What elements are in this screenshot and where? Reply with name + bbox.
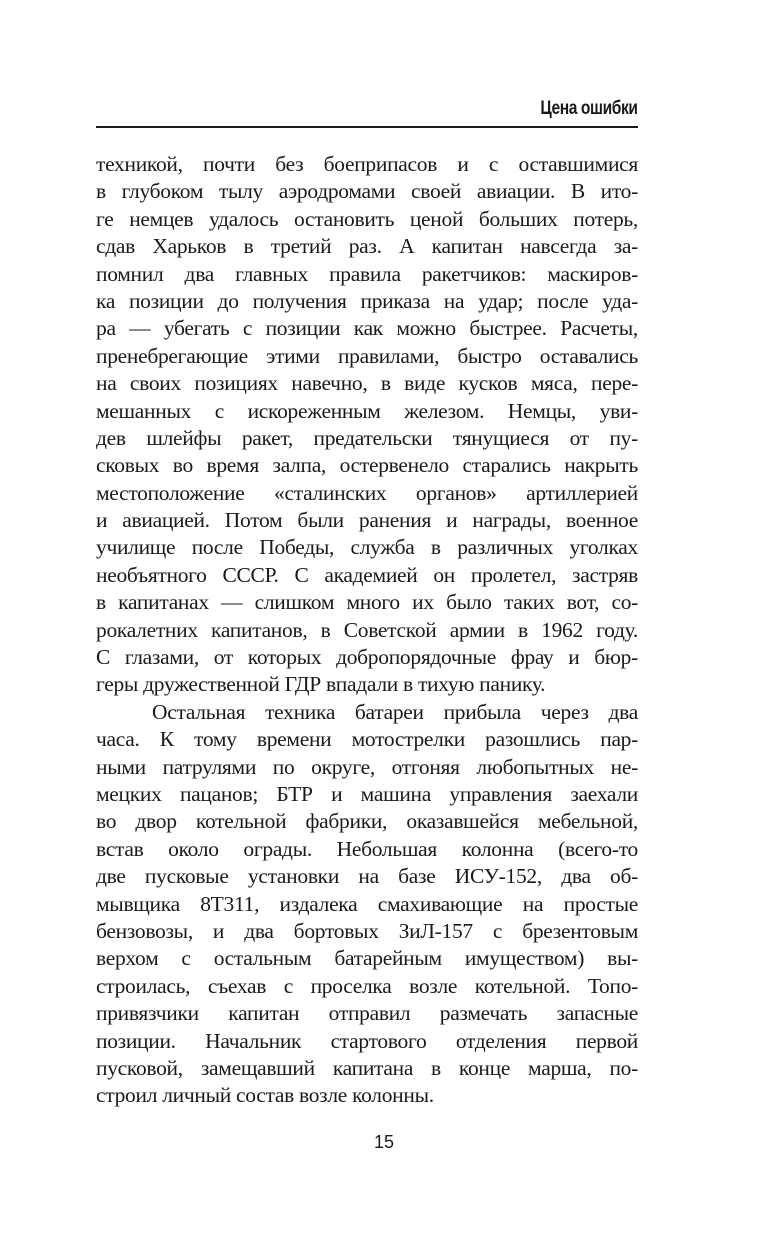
text-line: на своих позициях навечно, в виде кусков мяса, пере- [96,371,638,396]
text-line: ге немцев удалось остановить ценой больших потерь, [96,206,638,231]
text-line: пусковой, замещавший капитана в конце марша, по- [96,1055,638,1080]
text-line: сдав Харьков в третий раз. А капитан навсегда за- [96,234,638,259]
text-line: дев шлейфы ракет, предательски тянущиеся от пу- [96,425,638,450]
text-line: необъятного СССР. С академией он пролетел, застряв [96,562,638,587]
text-line: бензовозы, и два бортовых ЗиЛ-157 с брезентовым [96,918,638,943]
text-line: С глазами, от которых добропорядочные фрау и бюр- [96,645,638,670]
text-line: Остальная техника батареи прибыла через два [152,699,638,724]
body-text [96,151,638,1110]
text-line: позиции. Начальник стартового отделения первой [96,1028,638,1053]
text-line: мывщика 8Т311, издалека смахивающие на простые [96,891,638,916]
text-line: в глубоком тылу аэродромами своей авиации. В ито- [96,179,638,204]
text-line: ка позиции до получения приказа на удар; после уда- [96,288,638,313]
text-line: верхом с остальным батарейным имуществом) вы- [96,946,638,971]
paragraph [96,699,638,1110]
running-head [96,98,638,128]
text-line: и авиацией. Потом были ранения и награды, военное [96,508,638,533]
text-line: встав около ограды. Небольшая колонна (всего-то [96,836,638,861]
text-line: мецких пацанов; БТР и машина управления заехали [96,781,638,806]
text-line: ра — убегать с позиции как можно быстрее. Расчеты, [96,316,638,341]
text-line: геры дружественной ГДР впадали в тихую панику. [96,672,546,697]
text-line: в капитанах — слишком много их было таких вот, со- [96,590,638,615]
text-line: местоположение «сталинских органов» артиллерией [96,480,638,505]
text-line: ными патрулями по округе, отгоняя любопытных не- [96,754,638,779]
paragraph [96,151,638,699]
text-line: училище после Победы, служба в различных уголках [96,535,638,560]
running-head-title: Цена ошибки [540,98,638,119]
page-number: 15 [373,1132,395,1152]
text-line: привязчики капитан отправил размечать запасные [96,1001,638,1026]
text-line: две пусковые установки на базе ИСУ-152, два об- [96,864,638,889]
text-line: строилась, съехав с проселка возле котельной. Топо- [96,973,638,998]
text-line: сковых во время залпа, остервенело старались накрыть [96,453,638,478]
text-line: рокалетних капитанов, в Советской армии в 1962 году. [96,617,638,642]
text-line: помнил два главных правила ракетчиков: маскиров- [96,261,638,286]
text-line: мешанных с искореженным железом. Немцы, уви- [96,398,638,423]
text-line: техникой, почти без боеприпасов и с оставшимися [96,152,638,176]
text-line: строил личный состав возле колонны. [96,1083,434,1108]
text-line: часа. К тому времени мотострелки разошлись пар- [96,727,638,752]
text-line: пренебрегающие этими правилами, быстро оставались [96,343,638,368]
text-line: во двор котельной фабрики, оказавшейся мебельной, [96,809,638,834]
